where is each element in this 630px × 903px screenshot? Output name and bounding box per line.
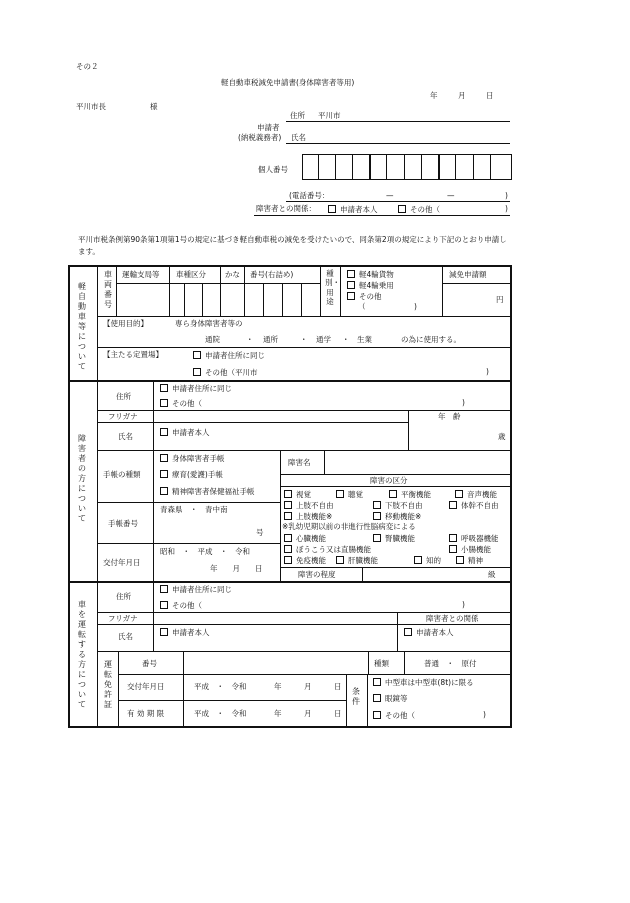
- type-kei4-kamotsu-label: 軽4輪貨物: [359, 270, 394, 279]
- disabled-name-label: 氏名: [118, 432, 133, 441]
- purpose-seigyo[interactable]: 生業: [357, 335, 372, 344]
- kubun-note: ※乳幼児期以前の非進行性脳病変による: [282, 522, 416, 531]
- techo-no-go: 号: [256, 528, 264, 537]
- disabled-address-other-label: その他（: [172, 399, 202, 408]
- joken-label: 条件: [352, 687, 360, 706]
- col-kana: かな: [225, 270, 240, 279]
- techo-shintai-label: 身体障害者手帳: [172, 454, 225, 463]
- type-other-label: その他: [359, 292, 382, 301]
- joken-megane-label: 眼鏡等: [385, 694, 408, 703]
- kubun-onsei[interactable]: 音声機能: [455, 490, 497, 499]
- location-same-label: 申請者住所に同じ: [205, 351, 265, 360]
- degree-kyu[interactable]: 級: [488, 570, 496, 579]
- disabled-age-label: 年 齢: [438, 412, 461, 421]
- kubun-shocho[interactable]: 小腸機能: [449, 545, 491, 554]
- issue-date-label: 交付年月日: [103, 558, 141, 567]
- kubun-joshi-kino[interactable]: 上肢機能※: [284, 512, 332, 521]
- kubun-shinzo[interactable]: 心臓機能: [284, 534, 326, 543]
- techo-ryoiku[interactable]: [160, 470, 223, 479]
- kubun-label: 障害の区分: [370, 476, 408, 485]
- disabled-age-sai[interactable]: 歳: [498, 432, 506, 441]
- date-year[interactable]: 年: [430, 91, 438, 100]
- relation-label: 障害者との関係：: [256, 204, 316, 213]
- kubun-meneki[interactable]: 免疫機能: [284, 556, 326, 565]
- kubun-chokaku[interactable]: 聴覚: [336, 490, 363, 499]
- type-kei4-joyo[interactable]: [347, 281, 394, 290]
- driver-address-same[interactable]: [160, 585, 232, 594]
- kubun-ido-kino[interactable]: 移動機能※: [373, 512, 421, 521]
- applicant-address-label: 住所: [290, 111, 305, 120]
- techo-seishin[interactable]: [160, 487, 255, 496]
- type-label: 種別・用途: [325, 269, 340, 307]
- shaban-label: 車両番号: [104, 270, 112, 309]
- joken-other-label: その他（: [385, 711, 415, 720]
- amount-yen[interactable]: 円: [496, 295, 504, 304]
- disabled-section-label: 障害者の方について: [78, 434, 86, 523]
- kubun-bokou[interactable]: ぼうこう又は直腸機能: [284, 545, 371, 554]
- disabled-address-label: 住所: [116, 392, 131, 401]
- addressee-sama: 様: [150, 102, 158, 111]
- driver-name-self[interactable]: [160, 628, 210, 637]
- phone-label: (電話番号：: [289, 191, 330, 200]
- kubun-chiteki[interactable]: 知的: [414, 556, 441, 565]
- shogai-mei-label: 障害名: [288, 458, 311, 467]
- type-other-paren-open: （: [358, 302, 366, 311]
- techo-no-label: 手帳番号: [108, 519, 138, 528]
- driver-address-other-label: その他（: [172, 601, 202, 610]
- location-paren: ): [486, 367, 489, 376]
- phone-paren: ): [505, 191, 508, 200]
- disabled-address-paren: ): [462, 398, 465, 407]
- col-bango: 番号(右詰め): [250, 270, 294, 279]
- driver-furigana: フリガナ: [108, 614, 138, 623]
- location-other-checkbox[interactable]: [193, 368, 258, 377]
- amount-label: 減免申請額: [449, 270, 487, 279]
- license-issue-label: 交付年月日: [127, 682, 165, 691]
- purpose-dot-3: ・: [342, 335, 350, 344]
- kojin-bango-boxes[interactable]: [302, 154, 512, 180]
- relation-other-label: その他（: [410, 205, 440, 214]
- techo-type-label: 手帳の種類: [103, 470, 141, 479]
- relation-other-checkbox[interactable]: [398, 205, 440, 214]
- purpose-label: 【使用目的】: [103, 319, 148, 328]
- joken-chugata-label: 中型車は中型車(8t)に限る: [385, 678, 474, 687]
- driver-name-label: 氏名: [118, 632, 133, 641]
- kubun-kashi-fujiyu[interactable]: 下肢不自由: [373, 501, 423, 510]
- purpose-text: 専ら身体障害者等の: [175, 319, 243, 328]
- kubun-kokyuki[interactable]: 呼吸器機能: [449, 534, 499, 543]
- license-bango-label: 番号: [142, 659, 157, 668]
- kubun-shikaku[interactable]: 視覚: [284, 490, 311, 499]
- purpose-tsugaku[interactable]: 通学: [316, 335, 331, 344]
- vehicle-section-label: 軽自動車等について: [78, 282, 86, 371]
- date-day[interactable]: 日: [486, 91, 494, 100]
- purpose-dot-2: ・: [300, 335, 308, 344]
- driver-name-self-label: 申請者本人: [172, 628, 210, 637]
- addressee: 平川市長: [76, 102, 106, 111]
- col-shashu: 車種区分: [176, 270, 206, 279]
- phone-dash-2: —: [447, 191, 455, 200]
- kubun-joshi-fujiyu[interactable]: 上肢不自由: [284, 501, 334, 510]
- techo-seishin-label: 精神障害者保健福祉手帳: [172, 487, 255, 496]
- license-expire-eras[interactable]: 平成 ・ 令和: [194, 709, 247, 718]
- relation-self-checkbox[interactable]: [328, 205, 378, 214]
- joken-other-paren: ): [483, 710, 486, 719]
- location-other-label: その他（平川市: [205, 368, 258, 377]
- kubun-heiko[interactable]: 平衡機能: [389, 490, 431, 499]
- location-label: 【主たる定置場】: [103, 350, 163, 359]
- relation-self-label: 申請者本人: [340, 205, 378, 214]
- type-kei4-kamotsu[interactable]: [347, 270, 394, 279]
- disabled-name-self-label: 申請者本人: [172, 428, 210, 437]
- license-expire-label: 有 効 期 限: [127, 709, 165, 718]
- applicant-label: 申請者: [257, 123, 280, 132]
- disabled-furigana: フリガナ: [108, 412, 138, 421]
- phone-dash-1: —: [386, 191, 394, 200]
- type-other-paren-close: ): [414, 302, 417, 311]
- taxpayer-label: (納税義務者): [238, 133, 282, 142]
- location-same-checkbox[interactable]: [193, 351, 265, 360]
- applicant-address-value[interactable]: 平川市: [318, 111, 341, 120]
- kubun-taikan-fujiyu[interactable]: 体幹不自由: [449, 501, 499, 510]
- kubun-seishin[interactable]: 精神: [456, 556, 483, 565]
- purpose-tsuin[interactable]: 通院: [205, 335, 220, 344]
- driver-address-paren: ): [462, 600, 465, 609]
- issue-date-eras[interactable]: 昭和 ・ 平成 ・ 令和: [160, 547, 250, 556]
- license-expire-ymd[interactable]: 年 月 日: [274, 709, 342, 718]
- type-other[interactable]: [347, 292, 382, 301]
- driver-relation-self[interactable]: [404, 628, 454, 637]
- disabled-address-same-label: 申請者住所に同じ: [172, 384, 232, 393]
- joken-megane[interactable]: [373, 694, 408, 703]
- kubun-jinzo[interactable]: 腎臓機能: [373, 534, 415, 543]
- form-number: その２: [76, 62, 99, 71]
- form-title: 軽自動車税減免申請書(身体障害者等用): [221, 78, 355, 87]
- type-kei4-joyo-label: 軽4輪乗用: [359, 281, 394, 290]
- license-shurui-label: 種類: [374, 659, 389, 668]
- purpose-dot-1: ・: [246, 335, 254, 344]
- purpose-suffix: の為に使用する。: [401, 335, 461, 344]
- applicant-name-label: 氏名: [291, 133, 306, 142]
- intro-text: 平川市税条例第90条第1項第1号の規定に基づき軽自動車税の減免を受けたいので、同条第2項の規定により下記のとおり申請します。: [78, 235, 507, 256]
- kubun-kanzo[interactable]: 肝臓機能: [336, 556, 378, 565]
- techo-no-pref[interactable]: 青森県 ・ 青中南: [160, 505, 228, 514]
- license-issue-ymd[interactable]: 年 月 日: [274, 682, 342, 691]
- relation-paren: ): [505, 204, 508, 213]
- techo-ryoiku-label: 療育(愛護)手帳: [172, 470, 223, 479]
- driver-address-label: 住所: [116, 592, 131, 601]
- col-unyu: 運輸支局等: [122, 270, 160, 279]
- license-shurui-value[interactable]: 普通 ・ 原付: [424, 659, 477, 668]
- disabled-name-self[interactable]: [160, 428, 210, 437]
- driver-address-same-label: 申請者住所に同じ: [172, 585, 232, 594]
- purpose-tsusho[interactable]: 通所: [263, 335, 278, 344]
- techo-shintai[interactable]: [160, 454, 225, 463]
- driver-section-label: 車を運転する方について: [78, 600, 86, 709]
- date-month[interactable]: 月: [458, 91, 466, 100]
- kojin-bango-label: 個人番号: [258, 165, 288, 174]
- issue-date-ymd[interactable]: 年 月 日: [210, 564, 263, 573]
- driver-relation-label: 障害者との関係: [426, 614, 479, 623]
- license-label: 運転免許証: [104, 660, 112, 709]
- joken-other[interactable]: [373, 711, 415, 720]
- degree-label: 障害の程度: [298, 570, 336, 579]
- license-issue-eras[interactable]: 平成 ・ 令和: [194, 682, 247, 691]
- disabled-address-other[interactable]: [160, 399, 202, 408]
- joken-chugata[interactable]: [373, 678, 474, 687]
- disabled-address-same[interactable]: [160, 384, 232, 393]
- driver-relation-self-label: 申請者本人: [416, 628, 454, 637]
- driver-address-other[interactable]: [160, 601, 202, 610]
